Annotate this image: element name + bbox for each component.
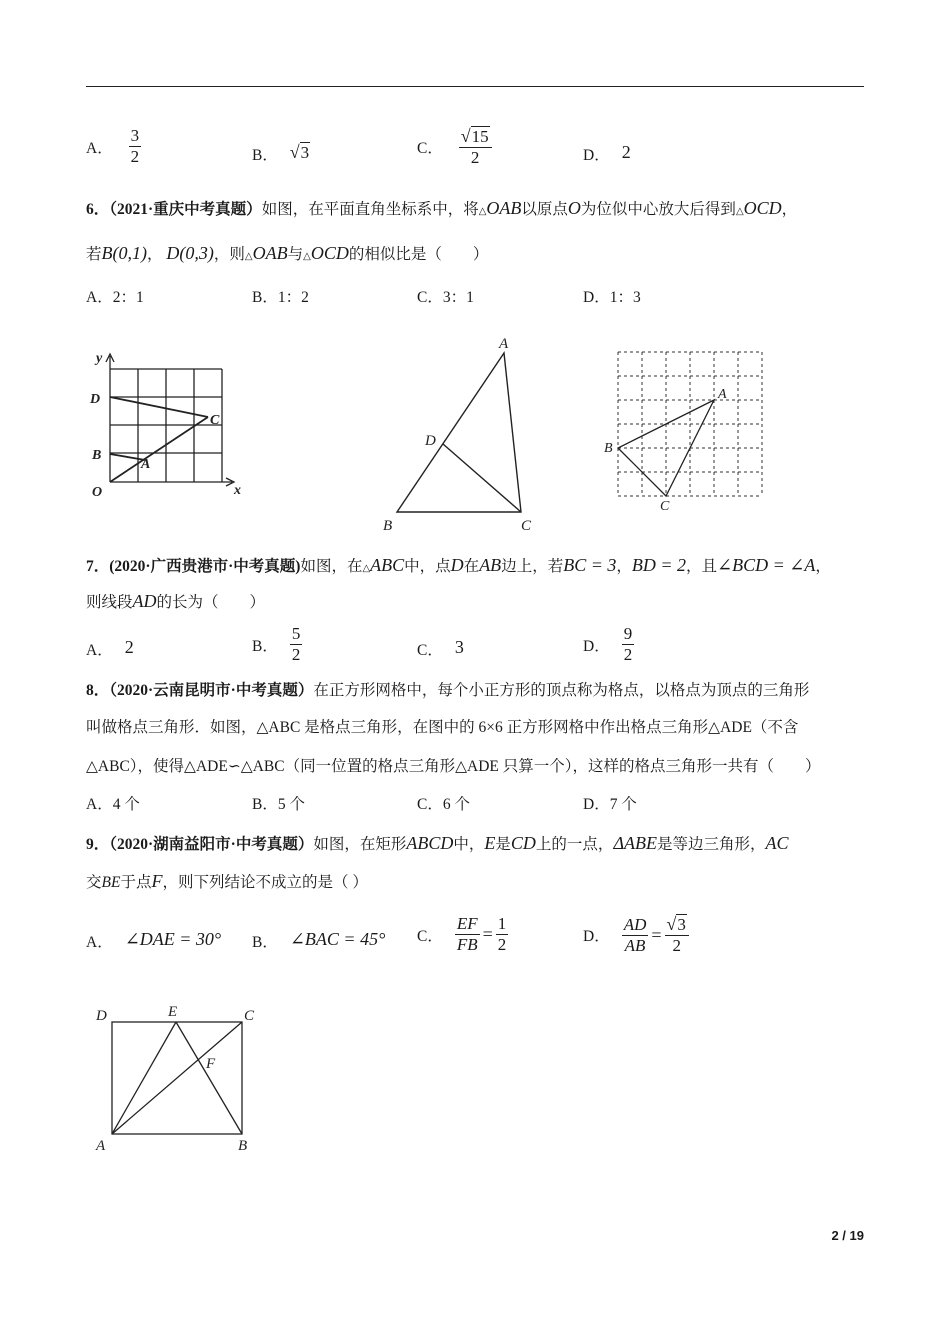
q8-line3: △ABC），使得△ADE∽△ABC（同一位置的格点三角形△ADE 只算一个），这样的格点三角形一共有（ ） <box>86 758 821 775</box>
fig9-label-e: E <box>168 1004 178 1020</box>
q5-option-d: D． 2 <box>583 142 631 165</box>
q7-line2: 则线段AD的长为（ ） <box>86 591 266 611</box>
q7-option-d: D． $\frac{9}{2}$ <box>583 624 633 664</box>
fig8-label-b: B <box>604 441 613 456</box>
q5-option-a: A． $\frac{3}{2}$ <box>86 126 140 166</box>
q9-option-a: A． ∠DAE = 30° <box>86 929 222 952</box>
fig9-label-a: A <box>96 1138 106 1154</box>
fig7-label-d: D <box>425 433 436 449</box>
q8-option-b: B．5 个 <box>252 796 305 813</box>
header-rule <box>86 86 864 87</box>
q8-option-a: A．4 个 <box>86 796 140 813</box>
q6-line2: 若B(0,1)， D(0,3)，则△OAB与△OCD的相似比是（ ） <box>86 243 489 263</box>
fraction: $\frac{3}{2}$ <box>130 126 140 166</box>
q6-line1: 6．（2021·重庆中考真题）如图，在平面直角坐标系中，将△OAB以原点O为位似中心放大后得到△OCD， <box>86 198 798 218</box>
q7-option-b: B． $\frac{5}{2}$ <box>252 624 301 664</box>
q8-option-d: D．7 个 <box>583 796 637 813</box>
q9-option-d: D． $\frac{AD}{AB}$ = √ 3 2 <box>583 914 689 956</box>
fig9-label-c: C <box>244 1008 255 1024</box>
q7-option-a: A． 2 <box>86 637 134 660</box>
fig6-label-a: A <box>141 457 151 472</box>
q7-line1: 7．(2020·广西贵港市·中考真题)如图，在△ABC中，点D在AB边上，若BC = 3，BD = 2，且∠BCD = ∠A， <box>86 555 831 575</box>
q7-option-c: C． 3 <box>417 637 464 660</box>
page-number: 2 / 19 <box>831 1228 864 1243</box>
sqrt: √ 3 <box>289 142 310 162</box>
q9-figure <box>90 1000 270 1160</box>
q6-option-a: A．2：1 <box>86 289 144 306</box>
q8-option-c: C．6 个 <box>417 796 470 813</box>
fig6-label-x: x <box>234 483 241 498</box>
q5-option-c: C． √ 15 2 <box>417 126 492 168</box>
fig7-label-c: C <box>521 518 532 534</box>
fig9-label-d: D <box>96 1008 107 1024</box>
q6-figure <box>86 346 256 506</box>
q9-line1: 9．（2020·湖南益阳市·中考真题）如图，在矩形ABCD中，E是CD上的一点，ΔABE是等边三角形，AC <box>86 833 789 853</box>
q8-line2: 叫做格点三角形．如图，△ABC 是格点三角形，在图中的 6×6 正方形网格中作出格点三角形△ADE（不含 <box>86 719 799 736</box>
fig7-label-b: B <box>383 518 393 534</box>
fraction: √ 15 2 <box>459 126 492 168</box>
fig6-label-c: C <box>210 413 220 428</box>
q8-line1: 8．（2020·云南昆明市·中考真题）在正方形网格中，每个小正方形的顶点称为格点，以格点为顶点的三角形 <box>86 682 810 699</box>
q5-option-b: B． √ 3 <box>252 142 310 165</box>
q6-option-c: C．3：1 <box>417 289 474 306</box>
fig8-label-c: C <box>660 499 670 514</box>
q6-option-b: B．1：2 <box>252 289 309 306</box>
fig7-label-a: A <box>499 336 509 352</box>
fig6-label-o: O <box>92 485 103 500</box>
q7-figure <box>375 328 545 538</box>
fig9-label-f: F <box>206 1056 216 1072</box>
q9-option-b: B． ∠BAC = 45° <box>252 929 386 952</box>
q9-option-c: C． $\frac{EF}{FB}$ = $\frac{1}{2}$ <box>417 914 507 954</box>
fig6-label-b: B <box>92 448 102 463</box>
fig6-label-y: y <box>96 351 103 366</box>
fig6-label-d: D <box>90 392 101 407</box>
fig8-label-a: A <box>718 387 727 402</box>
q9-line2: 交BE于点F，则下列结论不成立的是（ ） <box>86 871 368 891</box>
fig9-label-b: B <box>238 1138 248 1154</box>
q8-figure <box>598 346 768 516</box>
q6-option-d: D．1：3 <box>583 289 641 306</box>
